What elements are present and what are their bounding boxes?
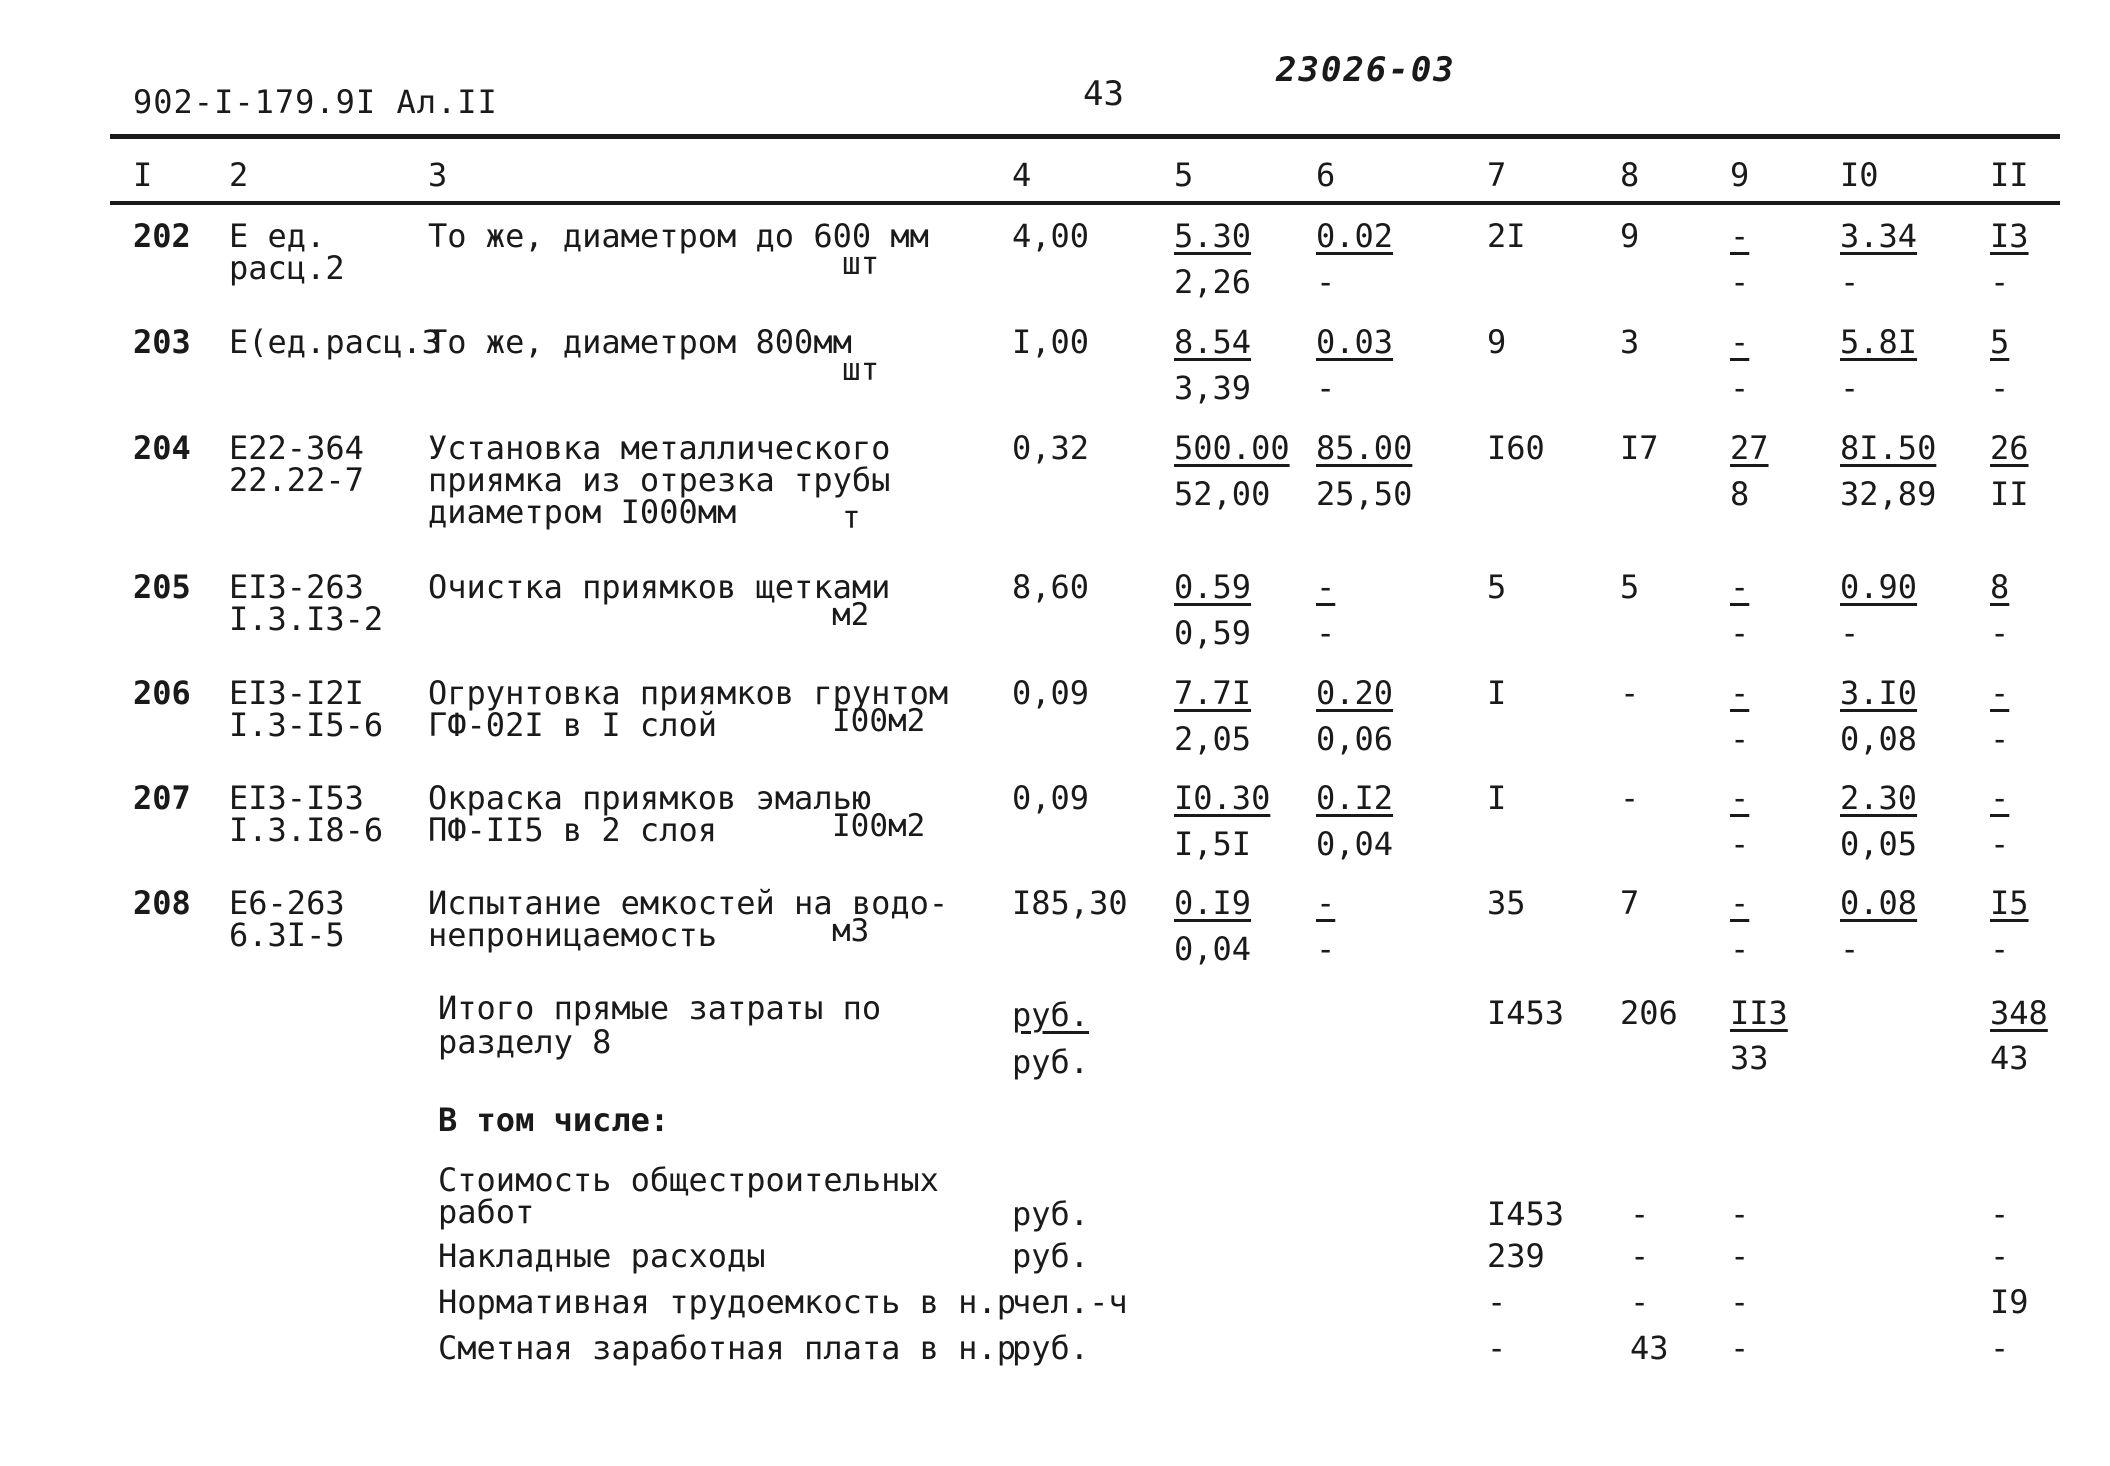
labor-per-unit: 3.I0 [1840, 674, 1918, 712]
machines-wages: 8 [1730, 475, 1750, 513]
unit-cost-wages: 52,00 [1174, 475, 1271, 513]
total-wages: I7 [1620, 429, 1659, 467]
unit-cost-wages: 3,39 [1174, 369, 1252, 407]
machines-wages: - [1730, 369, 1750, 407]
breakdown-col11: - [1990, 1237, 2010, 1275]
labor-machinists-total: - [1990, 263, 2010, 301]
measure-unit: I00м2 [832, 703, 926, 739]
breakdown-label: Сметная заработная плата в н.р [438, 1329, 1016, 1367]
unit-cost-machines: 0.02 [1316, 217, 1394, 255]
rate-code: Е6-263 [229, 884, 345, 922]
unit-cost-machines: 0.I2 [1316, 779, 1394, 817]
row-number: 205 [133, 568, 191, 606]
total-cost: 5 [1487, 568, 1507, 606]
breakdown-col11: - [1990, 1195, 2010, 1233]
unit-cost-wages: 2,26 [1174, 263, 1252, 301]
work-description-line: ГФ-02I в I слой [428, 706, 717, 744]
total-cost: 9 [1487, 323, 1507, 361]
rate-code-continued: I.3-I5-6 [229, 706, 384, 744]
breakdown-col9: - [1730, 1283, 1750, 1321]
row-number: 206 [133, 674, 191, 712]
machines-total: - [1730, 779, 1750, 817]
unit-cost-machines: 85.00 [1316, 429, 1413, 467]
labor-machinists-per-unit: - [1840, 369, 1860, 407]
work-description: Огрунтовка приямков грунтом [428, 674, 949, 712]
unit-cost-total: 7.7I [1174, 674, 1252, 712]
labor-total: 8 [1990, 568, 2010, 606]
labor-per-unit: 0.90 [1840, 568, 1918, 606]
breakdown-label: Нормативная трудоемкость в н.р [438, 1283, 1016, 1321]
quantity: I,00 [1012, 323, 1090, 361]
total-cost: 2I [1487, 217, 1526, 255]
work-description: Установка металлического [428, 429, 891, 467]
total-wages: 3 [1620, 323, 1640, 361]
rate-code: E ед. [229, 217, 326, 255]
labor-total: - [1990, 779, 2010, 817]
unit-cost-machine-wages: - [1316, 369, 1336, 407]
rate-code-continued: I.3.I8-6 [229, 811, 384, 849]
column-number: 2 [229, 156, 249, 194]
machines-wages: - [1730, 825, 1750, 863]
labor-machinists-total: II [1990, 475, 2029, 513]
labor-machinists-per-unit: - [1840, 614, 1860, 652]
quantity: 0,09 [1012, 674, 1090, 712]
unit-cost-machine-wages: - [1316, 614, 1336, 652]
column-number: I0 [1840, 156, 1879, 194]
work-description-line: ПФ-II5 в 2 слоя [428, 811, 717, 849]
rate-code-continued: расц.2 [229, 249, 345, 287]
totals-label: Итого прямые затраты по [438, 989, 882, 1027]
totals-col11-top: 348 [1990, 994, 2048, 1032]
column-number: 3 [428, 156, 448, 194]
column-number: 4 [1012, 156, 1032, 194]
breakdown-label: Накладные расходы [438, 1237, 766, 1275]
document-reference: 902-I-179.9I Ал.II [133, 83, 498, 121]
column-number: I [133, 156, 153, 194]
breakdown-col9: - [1730, 1237, 1750, 1275]
measure-unit: I00м2 [832, 808, 926, 844]
totals-unit: руб. [1012, 996, 1090, 1034]
machines-wages: - [1730, 614, 1750, 652]
total-wages: - [1620, 674, 1640, 712]
unit-cost-machine-wages: - [1316, 930, 1336, 968]
rate-code-continued: I.3.I3-2 [229, 600, 384, 638]
labor-total: 5 [1990, 323, 2010, 361]
quantity: 0,09 [1012, 779, 1090, 817]
measure-unit: шт [842, 246, 880, 282]
labor-machinists-total: - [1990, 720, 2010, 758]
breakdown-unit: руб. [1012, 1195, 1090, 1233]
row-number: 203 [133, 323, 191, 361]
unit-cost-wages: I,5I [1174, 825, 1252, 863]
unit-cost-machines: - [1316, 884, 1336, 922]
total-cost: I [1487, 779, 1507, 817]
breakdown-col8: 43 [1630, 1329, 1669, 1367]
column-number: 9 [1730, 156, 1750, 194]
machines-wages: - [1730, 930, 1750, 968]
machines-total: - [1730, 217, 1750, 255]
rate-code: ЕI3-I2I [229, 674, 364, 712]
quantity: I85,30 [1012, 884, 1128, 922]
work-description-line: диаметром I000мм [428, 493, 737, 531]
rate-code: Е22-364 [229, 429, 364, 467]
totals-unit: руб. [1012, 1043, 1090, 1081]
work-description-line: непроницаемость [428, 916, 717, 954]
labor-per-unit: 3.34 [1840, 217, 1918, 255]
unit-cost-total: 500.00 [1174, 429, 1290, 467]
breakdown-unit: руб. [1012, 1329, 1090, 1367]
work-description-line: приямка из отрезка трубы [428, 461, 891, 499]
machines-wages: - [1730, 263, 1750, 301]
unit-cost-wages: 0,59 [1174, 614, 1252, 652]
rate-code-continued: 22.22-7 [229, 461, 364, 499]
header-rule [110, 134, 2060, 139]
row-number: 204 [133, 429, 191, 467]
labor-machinists-total: - [1990, 369, 2010, 407]
labor-per-unit: 8I.50 [1840, 429, 1937, 467]
row-number: 202 [133, 217, 191, 255]
labor-machinists-total: - [1990, 825, 2010, 863]
labor-machinists-total: - [1990, 930, 2010, 968]
unit-cost-machines: 0.03 [1316, 323, 1394, 361]
total-cost: I [1487, 674, 1507, 712]
unit-cost-machines: 0.20 [1316, 674, 1394, 712]
breakdown-col9: - [1730, 1195, 1750, 1233]
totals-label-continued: разделу 8 [438, 1023, 612, 1061]
including-heading: В том числе: [438, 1101, 670, 1139]
labor-per-unit: 0.08 [1840, 884, 1918, 922]
machines-total: - [1730, 568, 1750, 606]
unit-cost-wages: 2,05 [1174, 720, 1252, 758]
breakdown-col7: 239 [1487, 1237, 1545, 1275]
breakdown-col7: I453 [1487, 1195, 1565, 1233]
quantity: 8,60 [1012, 568, 1090, 606]
breakdown-col7: - [1487, 1329, 1507, 1367]
labor-machinists-per-unit: - [1840, 930, 1860, 968]
machines-total: 27 [1730, 429, 1769, 467]
labor-total: I5 [1990, 884, 2029, 922]
column-number: 6 [1316, 156, 1336, 194]
rate-code: ЕI3-263 [229, 568, 364, 606]
breakdown-unit: чел.-ч [1012, 1283, 1128, 1321]
quantity: 0,32 [1012, 429, 1090, 467]
column-number: 5 [1174, 156, 1194, 194]
machines-total: - [1730, 323, 1750, 361]
measure-unit: м3 [832, 913, 870, 949]
unit-cost-total: 0.I9 [1174, 884, 1252, 922]
page-number: 43 [1083, 74, 1124, 114]
unit-cost-wages: 0,04 [1174, 930, 1252, 968]
column-number: II [1990, 156, 2029, 194]
unit-cost-total: 8.54 [1174, 323, 1252, 361]
labor-machinists-total: - [1990, 614, 2010, 652]
unit-cost-machines: - [1316, 568, 1336, 606]
breakdown-col8: - [1630, 1237, 1650, 1275]
labor-total: 26 [1990, 429, 2029, 467]
unit-cost-total: I0.30 [1174, 779, 1271, 817]
breakdown-col8: - [1630, 1195, 1650, 1233]
document-code-stamp: 23026-03 [1276, 50, 1456, 90]
totals-col9-top: II3 [1730, 994, 1788, 1032]
total-cost: I60 [1487, 429, 1545, 467]
quantity: 4,00 [1012, 217, 1090, 255]
breakdown-col9: - [1730, 1329, 1750, 1367]
unit-cost-machine-wages: - [1316, 263, 1336, 301]
unit-cost-machine-wages: 25,50 [1316, 475, 1413, 513]
unit-cost-total: 5.30 [1174, 217, 1252, 255]
machines-total: - [1730, 884, 1750, 922]
breakdown-col7: - [1487, 1283, 1507, 1321]
labor-machinists-per-unit: 0,05 [1840, 825, 1918, 863]
machines-total: - [1730, 674, 1750, 712]
work-description: Окраска приямков эмалью [428, 779, 872, 817]
unit-cost-machine-wages: 0,04 [1316, 825, 1394, 863]
work-description: То же, диаметром до 600 мм [428, 217, 929, 255]
totals-col9-bottom: 33 [1730, 1039, 1769, 1077]
labor-total: - [1990, 674, 2010, 712]
total-wages: - [1620, 779, 1640, 817]
row-number: 207 [133, 779, 191, 817]
breakdown-label-continued: работ [438, 1193, 535, 1231]
total-cost: 35 [1487, 884, 1526, 922]
rate-code-continued: 6.3I-5 [229, 916, 345, 954]
rate-code: ЕI3-I53 [229, 779, 364, 817]
measure-unit: м2 [832, 597, 870, 633]
totals-col7: I453 [1487, 994, 1565, 1032]
measure-unit: т [842, 500, 861, 536]
labor-machinists-per-unit: 0,08 [1840, 720, 1918, 758]
rate-code: Е(ед.расц.3 [229, 323, 441, 361]
labor-machinists-per-unit: - [1840, 263, 1860, 301]
measure-unit: шт [842, 352, 880, 388]
breakdown-col11: - [1990, 1329, 2010, 1367]
labor-per-unit: 5.8I [1840, 323, 1918, 361]
work-description: То же, диаметром 800мм [428, 323, 852, 361]
column-number: 8 [1620, 156, 1640, 194]
totals-col8: 206 [1620, 994, 1678, 1032]
labor-total: I3 [1990, 217, 2029, 255]
unit-cost-total: 0.59 [1174, 568, 1252, 606]
breakdown-col8: - [1630, 1283, 1650, 1321]
work-description: Испытание емкостей на водо- [428, 884, 949, 922]
breakdown-label: Стоимость общестроительных [438, 1161, 939, 1199]
breakdown-col11: I9 [1990, 1283, 2029, 1321]
total-wages: 9 [1620, 217, 1640, 255]
total-wages: 7 [1620, 884, 1640, 922]
breakdown-unit: руб. [1012, 1237, 1090, 1275]
labor-per-unit: 2.30 [1840, 779, 1918, 817]
column-number: 7 [1487, 156, 1507, 194]
machines-wages: - [1730, 720, 1750, 758]
total-wages: 5 [1620, 568, 1640, 606]
totals-col11-bottom: 43 [1990, 1039, 2029, 1077]
unit-cost-machine-wages: 0,06 [1316, 720, 1394, 758]
work-description: Очистка приямков щетками [428, 568, 891, 606]
column-header-rule [110, 201, 2060, 205]
labor-machinists-per-unit: 32,89 [1840, 475, 1937, 513]
row-number: 208 [133, 884, 191, 922]
